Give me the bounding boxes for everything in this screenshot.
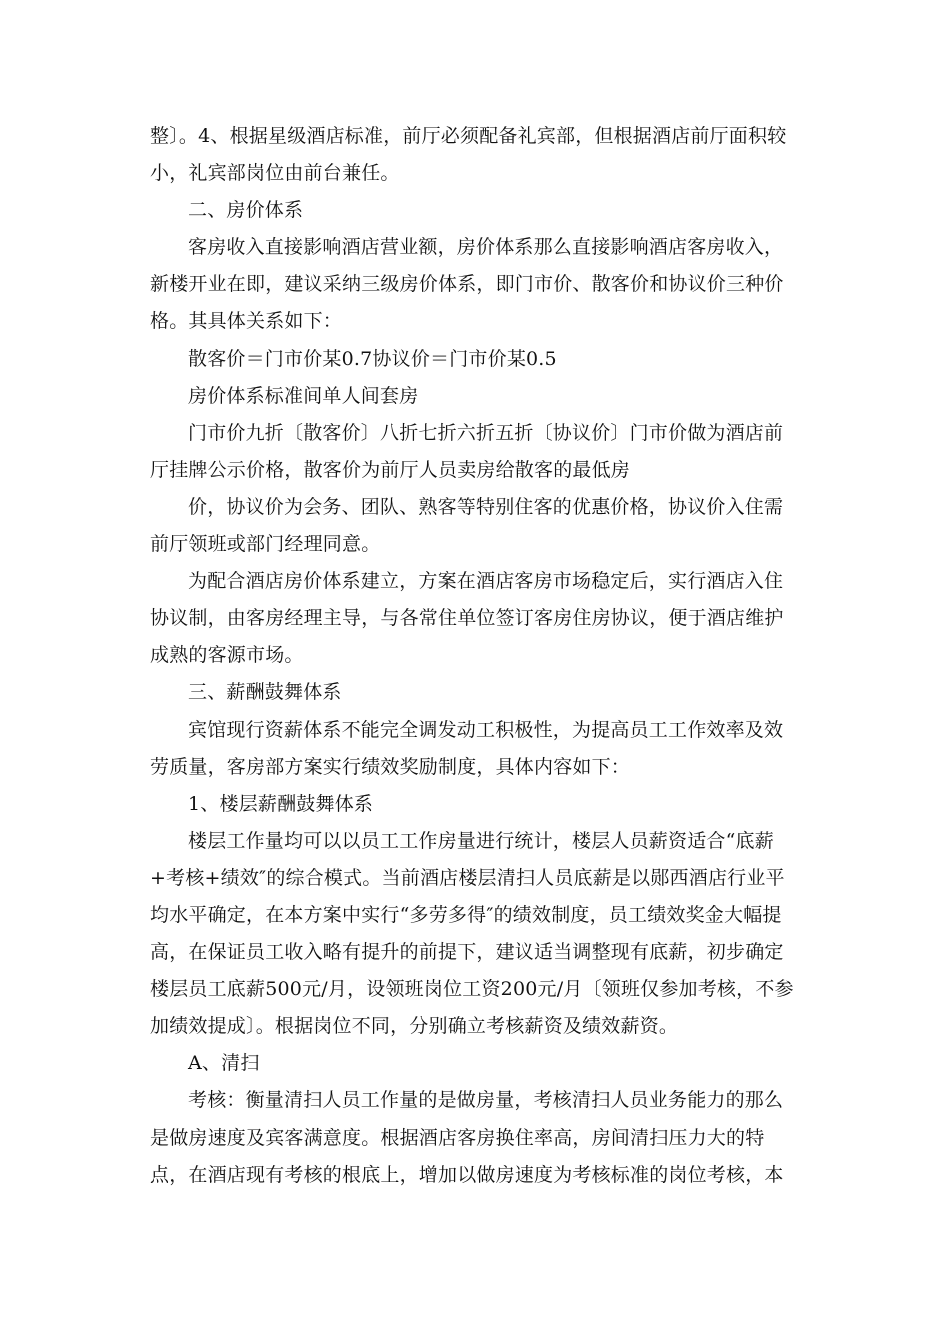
text-line: 前厅领班或部门经理同意。 (150, 533, 381, 556)
text-line: 格。其具体关系如下： (150, 310, 343, 333)
text-line: 劳质量，客房部方案实行绩效奖励制度，具体内容如下： (150, 755, 631, 778)
text-line: 成熟的客源市场。 (150, 644, 304, 667)
text-line: +考核+绩效″的综合模式。当前酒店楼层清扫人员底薪是以郧西酒店行业平 (150, 866, 785, 889)
document-body (150, 118, 810, 1194)
text-line: 客房收入直接影响酒店营业额，房价体系那么直接影响酒店客房收入， (188, 236, 784, 259)
text-line: 楼层工作量均可以以员工工作房量进行统计，楼层人员薪资适合“底薪 (188, 829, 774, 852)
text-line: 门市价九折〔散客价〕八折七折六折五折〔协议价〕门市价做为酒店前 (188, 421, 784, 444)
text-line: 为配合酒店房价体系建立，方案在酒店客房市场稳定后，实行酒店入住 (188, 570, 784, 593)
text-line: 1、楼层薪酬鼓舞体系 (188, 792, 374, 815)
text-line: 协议制，由客房经理主导，与各常住单位签订客房住房协议，便于酒店维护 (150, 607, 784, 630)
text-line: 加绩效提成〕。根据岗位不同，分别确立考核薪资及绩效薪资。 (150, 1015, 679, 1038)
text-line: 二、房价体系 (188, 199, 304, 222)
text-line: 厅挂牌公示价格，散客价为前厅人员卖房给散客的最低房 (150, 458, 631, 481)
text-line: 均水平确定，在本方案中实行“多劳多得″的绩效制度，员工绩效奖金大幅提 (150, 903, 782, 926)
text-line: 点，在酒店现有考核的根底上，增加以做房速度为考核标准的岗位考核，本 (150, 1163, 784, 1186)
text-line: 楼层员工底薪500元/月，设领班岗位工资200元/月〔领班仅参加考核，不参 (150, 978, 794, 1001)
text-line: A、清扫 (188, 1052, 260, 1075)
text-line: 散客价＝门市价某0.7协议价＝门市价某0.5 (188, 347, 557, 370)
text-line: 高，在保证员工收入略有提升的前提下，建议适当调整现有底薪，初步确定 (150, 941, 784, 964)
text-line: 三、薪酬鼓舞体系 (188, 681, 342, 704)
text-line: 整〕。4、根据星级酒店标准，前厅必须配备礼宾部，但根据酒店前厅面积较 (150, 125, 787, 147)
text-line: 考核：衡量清扫人员工作量的是做房量，考核清扫人员业务能力的那么 (188, 1089, 784, 1112)
text-line: 是做房速度及宾客满意度。根据酒店客房换住率高，房间清扫压力大的特 (150, 1126, 765, 1149)
text-line: 宾馆现行资薪体系不能完全调发动工积极性，为提高员工工作效率及效 (188, 718, 784, 741)
text-line: 房价体系标准间单人间套房 (188, 384, 419, 407)
text-line: 价，协议价为会务、团队、熟客等特别住客的优惠价格，协议价入住需 (188, 495, 784, 518)
text-line: 小，礼宾部岗位由前台兼任。 (150, 162, 400, 185)
text-line: 新楼开业在即，建议采纳三级房价体系，即门市价、散客价和协议价三种价 (150, 273, 784, 296)
